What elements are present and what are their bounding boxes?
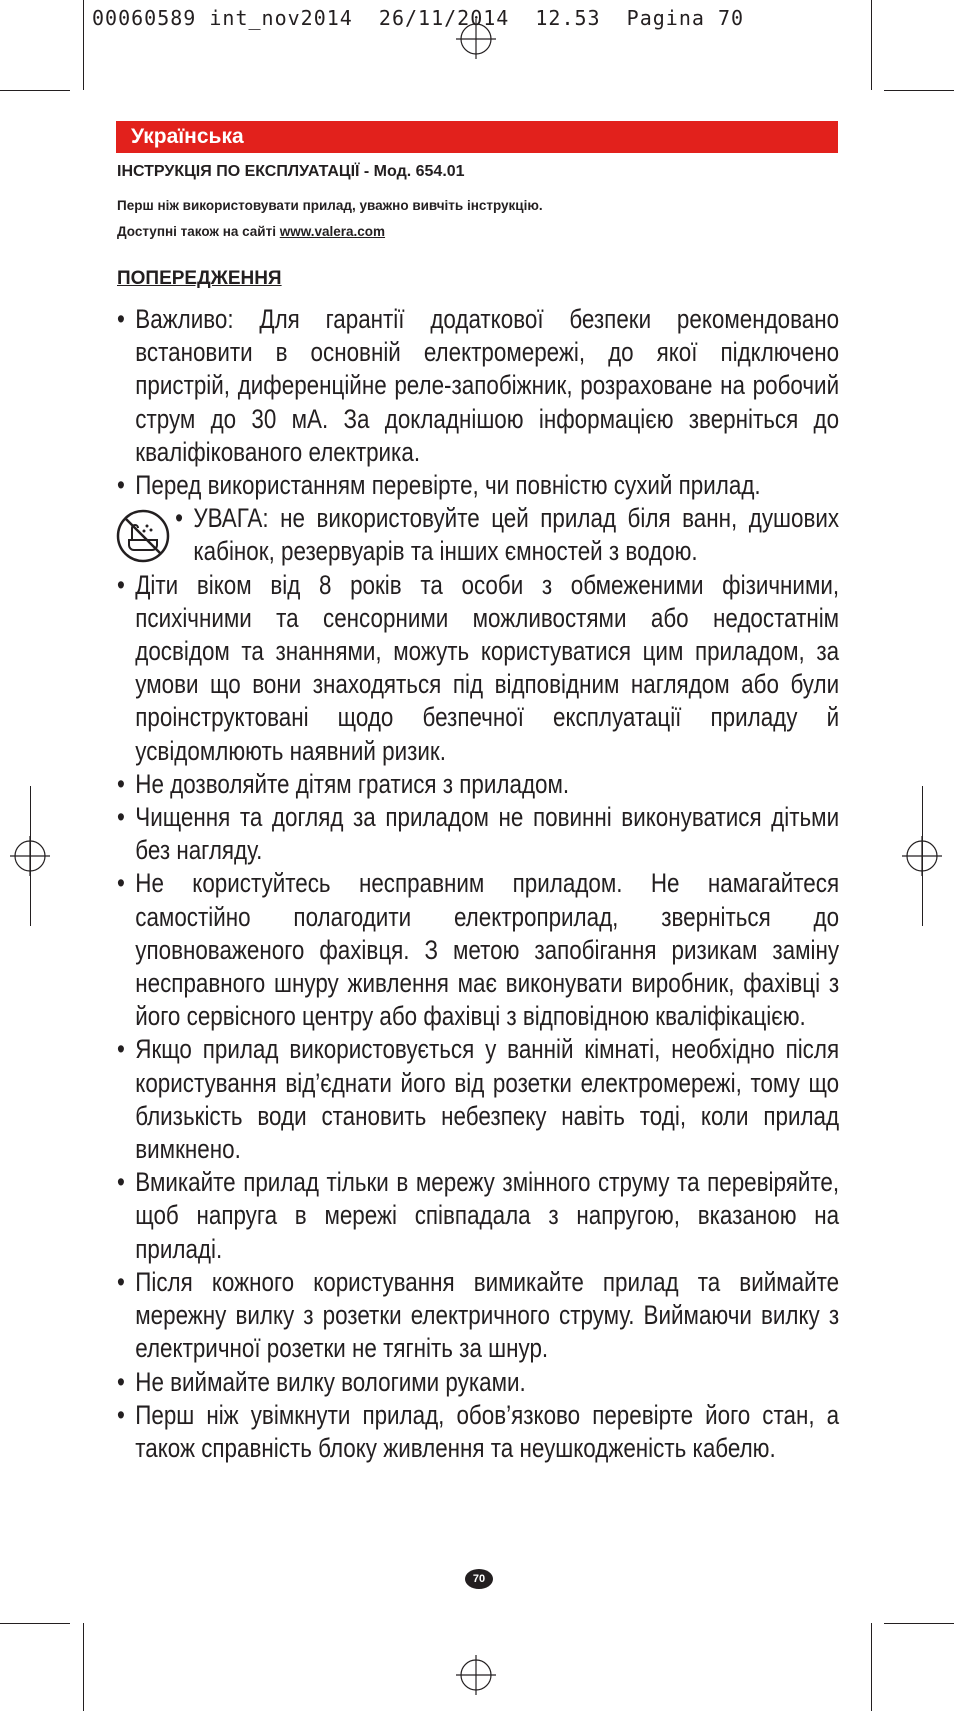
list-item: • Важливо: Для гарантії додаткової безпеки рекомендовано встановити в основній електромережі, до якої підключено пристрій, диференційне реле-запобіжник, розраховане на робочий струм до 30 мА. За докладнішою інформацією зверніться до кваліфікованого електрика. (117, 303, 839, 469)
page-number: 70 (465, 1569, 493, 1589)
list-item: • Не дозволяйте дітям гратися з приладом. (117, 768, 839, 801)
list-item: • УВАГА: не використовуйте цей прилад біля ванн, душових кабінок, резервуарів та інших ємностей з водою. (175, 502, 839, 568)
model-line: ІНСТРУКЦІЯ ПО ЕКСПЛУАТАЦІЇ - Мод. 654.01 (117, 163, 465, 180)
list-item: • Діти віком від 8 років та особи з обмеженими фізичними, психічними та сенсорними можливостями або недостатнім досвідом та знаннями, можуть користуватися цим приладом, за умови що вони знаходяться під відповідним наглядом або були проінструктовані щодо безпечної експлуатації приладу й усвідомлюють наявний ризик. (117, 569, 839, 768)
list-item: • Чищення та догляд за приладом не повинні виконуватися дітьми без нагляду. (117, 801, 839, 867)
warnings-list (117, 303, 840, 1465)
list-item: • Якщо прилад використовується у ванній кімнаті, необхідно після користування від’єднати його від розетки електромережі, тому що близькість води становить небезпеку навіть тоді, коли прилад вимкнено. (117, 1033, 839, 1166)
registration-mark-icon (456, 1655, 496, 1695)
crop-mark (0, 90, 70, 91)
printer-slug: 00060589 int_nov2014 26/11/2014 12.53 Pagina 70 (92, 6, 745, 30)
crop-mark (871, 0, 872, 90)
list-item: • Не користуйтесь несправним приладом. Не намагайтеся самостійно полагодити електроприлад, зверніться до уповноваженого фахівця. З метою запобігання ризикам заміну несправного шнуру живлення має виконувати виробник, фахівці з його сервісного центру або фахівці з відповідною кваліфікацією. (117, 867, 839, 1033)
crop-mark (83, 0, 84, 90)
crop-mark (83, 1623, 84, 1711)
list-item: • Після кожного користування вимикайте прилад та виймайте мережну вилку з розетки електричного струму. Виймаючи вилку з електричної розетки не тягніть за шнур. (117, 1266, 839, 1366)
website-link[interactable]: www.valera.com (279, 224, 386, 239)
intro-line: Перш ніж використовувати прилад, уважно вивчіть інструкцію. (117, 198, 543, 213)
list-item: • Вмикайте прилад тільки в мережу змінного струму та перевіряйте, щоб напруга в мережі співпадала з напругою, вказаною на приладі. (117, 1166, 839, 1266)
intro-website-prefix: Доступні також на сайті (117, 224, 280, 239)
crop-mark (871, 1623, 872, 1711)
list-item: • Перед використанням перевірте, чи повністю сухий прилад. (117, 469, 839, 502)
intro-website-line (117, 224, 385, 239)
crop-mark (0, 1623, 70, 1624)
warnings-heading: ПОПЕРЕДЖЕННЯ (117, 268, 282, 289)
crop-mark (30, 786, 31, 926)
list-item: • Перш ніж увімкнути прилад, обов’язково перевірте його стан, а також справність блоку живлення та неушкодженість кабелю. (117, 1399, 839, 1465)
list-item: • Не виймайте вилку вологими руками. (117, 1366, 839, 1399)
language-bar: Українська (116, 121, 838, 153)
registration-mark-icon (456, 19, 496, 59)
crop-mark (884, 90, 954, 91)
crop-mark (922, 786, 923, 926)
crop-mark (884, 1623, 954, 1624)
